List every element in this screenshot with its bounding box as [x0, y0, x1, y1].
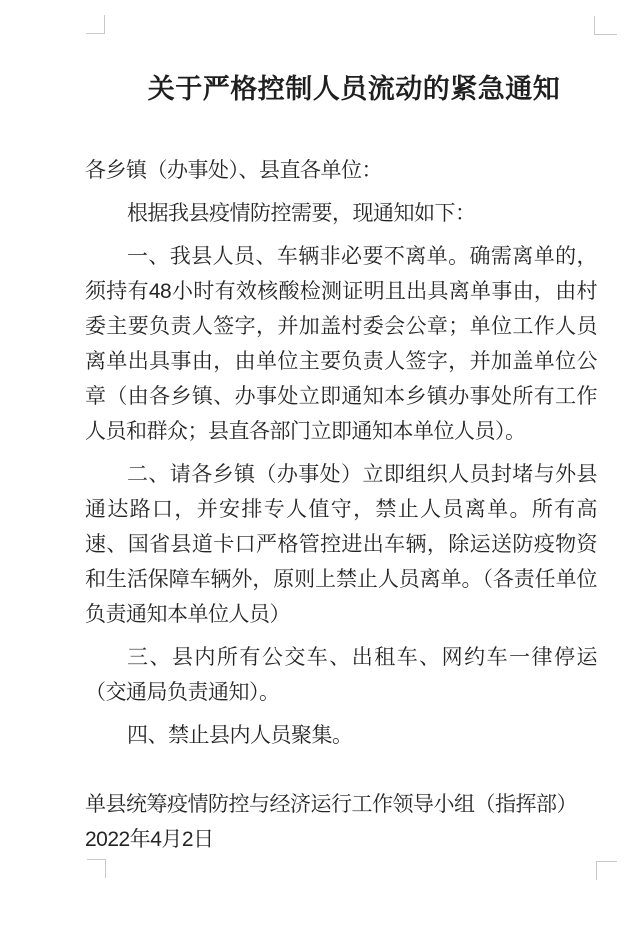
notice-item-2: 二、请各乡镇（办事处）立即组织人员封堵与外县通达路口，并安排专人值守，禁止人员离单。所有高速、国省县道卡口严格管控进出车辆，除运送防疫物资和生活保障车辆外，原则上禁止人员离单。（各责任单位负责通知本单位人员）	[85, 463, 597, 626]
crop-mark-top-left	[86, 15, 105, 34]
notice-item-1: 一、我县人员、车辆非必要不离单。确需离单的，须持有48小时有效核酸检测证明且出具离单事由，由村委主要负责人签字，并加盖村委会公章；单位工作人员离单出具事由，由单位主要负责人签字，并加盖单位公章（由各乡镇、办事处立即通知本乡镇办事处所有工作人员和群众；县直各部门立即通知本单位人员）。	[85, 245, 597, 443]
notice-item-3: 三、县内所有公交车、出租车、网约车一律停运（交通局负责通知）。	[85, 646, 597, 704]
crop-mark-bottom-right	[596, 861, 617, 880]
intro-line: 根据我县疫情防控需要，现通知如下：	[127, 202, 476, 225]
notice-body	[85, 72, 597, 857]
crop-mark-top-right	[594, 16, 617, 35]
notice-title: 关于严格控制人员流动的紧急通知	[147, 74, 561, 104]
issue-date: 2022年4月2日	[85, 828, 214, 851]
notice-item-4: 四、禁止县内人员聚集。	[127, 724, 353, 747]
crop-mark-bottom-left	[87, 859, 106, 878]
salutation-line: 各乡镇（办事处）、县直各单位：	[85, 159, 382, 182]
issuer-signature: 单县统筹疫情防控与经济运行工作领导小组（指挥部）	[85, 793, 577, 816]
